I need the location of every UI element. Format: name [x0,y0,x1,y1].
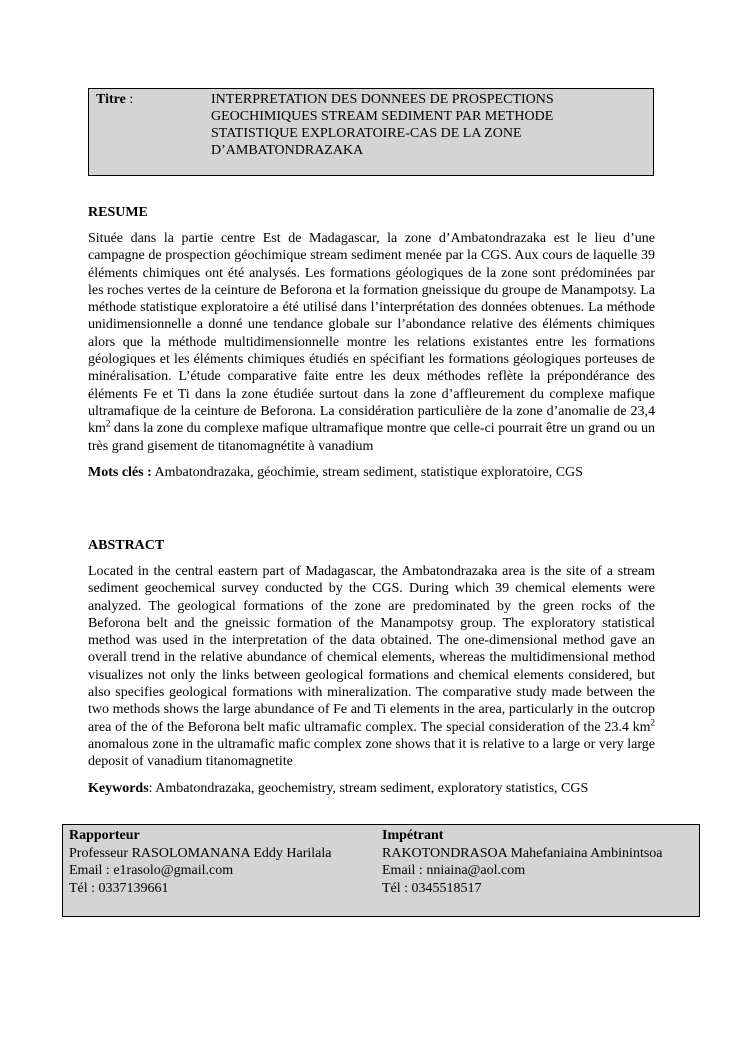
impetrant-label: Impétrant [382,828,444,843]
resume-body: Située dans la partie centre Est de Madagascar, la zone d’Ambatondrazaka est le lieu d’une campagne de prospection géochimique stream sediment menée par la CGS. Aux cours de laquelle 39 éléments chimiques ont été analysés. Les formations géologiques de la zone sont prédominées par les roches vertes de la ceinture de Beforona et la formation gneissique du groupe de Manampotsy. La méthode statistique exploratoire a été utilisé dans l’interprétation des données obtenues. La méthode unidimensionnelle a donné une tendance globale sur l’abondance relative des éléments chimiques alors que la méthode multidimensionnelle montre les relations existantes entre les formations géologiques et les éléments chimiques étudiés en spécifiant les formations géologiques porteuses de minéralisation. L’étude comparative faite entre les deux méthodes reflète la prépondérance des éléments Fe et Ti dans la zone étudiée surtout dans la zone d’affleurement du complexe mafique ultramafique de la ceinture de Beforona. La considération particulière de la zone d’anomalie de 23,4 $km^2$ dans la zone du complexe mafique ultramafique montre que celle-ci pourrait être un grand ou un très grand gisement de titanomagnétite à vanadium [88,231,655,454]
title-box [88,88,654,176]
rapporteur-phone: Tél : 0337139661 [69,880,169,896]
abstract-section [88,537,655,797]
rapporteur-label: Rapporteur [69,828,140,843]
rapporteur-name: Professeur RASOLOMANANA Eddy Harilala [69,845,332,861]
resume-keywords: Mots clés : Ambatondrazaka, géochimie, stream sediment, statistique exploratoire, CGS [88,464,583,480]
contact-box [62,824,700,917]
impetrant-name: RAKOTONDRASOA Mahefaniaina Ambinintsoa [382,845,663,861]
resume-heading: RESUME [88,205,148,220]
title-label: Titre : [96,92,134,107]
impetrant-email: Email : nniaina@aol.com [382,863,526,878]
impetrant-block [382,827,663,897]
impetrant-phone: Tél : 0345518517 [382,880,482,896]
abstract-heading: ABSTRACT [88,538,165,553]
thesis-title: INTERPRETATION DES DONNEES DE PROSPECTIONS GEOCHIMIQUES STREAM SEDIMENT PAR METHODE STATISTIQUE EXPLORATOIRE-CAS DE LA ZONE D’AMBATONDRAZAKA [211,92,554,158]
abstract-keywords: Keywords: Ambatondrazaka, geochemistry, stream sediment, exploratory statistics, CGS [88,780,589,796]
abstract-body: Located in the central eastern part of Madagascar, the Ambatondrazaka area is the site of a stream sediment geochemical survey conducted by the CGS. During which 39 chemical elements were analyzed. The geological formations of the zone are predominated by the green rocks of the Beforona belt and the gneissic formation of the Manampotsy group. The exploratory statistical method was used in the interpretation of the data obtained. The one-dimensional method gave an overall trend in the relative abundance of chemical elements, whereas the multidimensional method visualizes not only the links between geological formations and chemical elements considered, but also specifies geological formations with mineralization. The comparative study made between the two methods shows the large abundance of Fe and Ti elements in the area, particularly in the outcrop area of the of the Beforona belt mafic ultramafic complex. The special consideration of the 23.4 $km^2$ anomalous zone in the ultramafic mafic complex zone shows that it is relative to a large or very large deposit of vanadium titanomagnetite [88,564,655,770]
resume-section [88,204,655,481]
rapporteur-email: Email : e1rasolo@gmail.com [69,863,234,878]
rapporteur-block [69,827,331,897]
